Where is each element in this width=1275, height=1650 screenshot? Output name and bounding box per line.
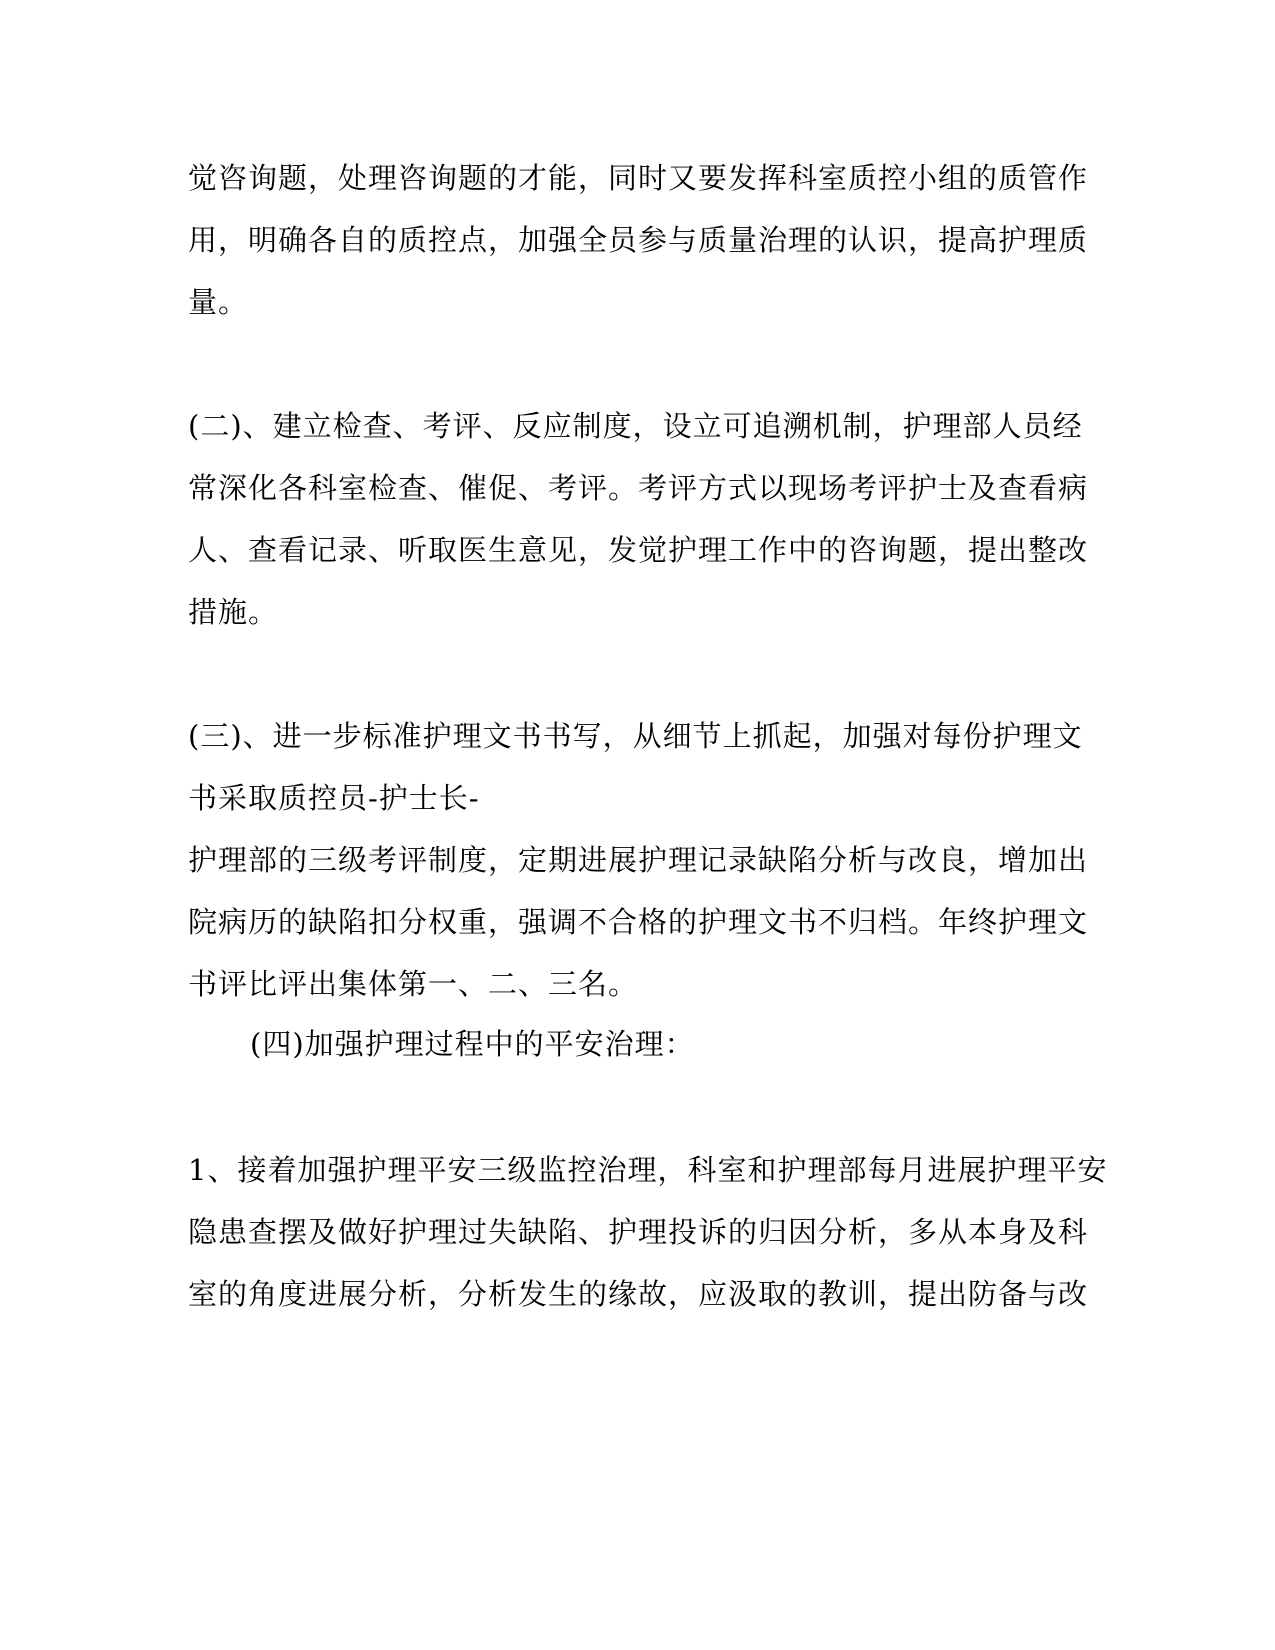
section-heading-4: (四)加强护理过程中的平安治理： [250,1027,695,1061]
paragraph-3-line-1: (三)、进一步标准护理文书书写，从细节上抓起，加强对每份护理文 [188,719,1083,753]
paragraph-2-line-3: 人、查看记录、听取医生意见，发觉护理工作中的咨询题，提出整改 [188,533,1089,567]
paragraph-5-line-2: 隐患查摆及做好护理过失缺陷、护理投诉的归因分析，多从本身及科 [188,1215,1089,1249]
paragraph-1-line-1: 觉咨询题，处理咨询题的才能，同时又要发挥科室质控小组的质管作 [188,161,1089,195]
paragraph-2-line-4: 措施。 [188,595,279,629]
paragraph-3-line-2: 书采取质控员-护士长- [188,781,480,815]
paragraph-2-line-2: 常深化各科室检查、催促、考评。考评方式以现场考评护士及查看病 [188,471,1089,505]
paragraph-3-line-5: 书评比评出集体第一、二、三名。 [188,967,639,1001]
paragraph-5-line-1: 1、接着加强护理平安三级监控治理，科室和护理部每月进展护理平安 [188,1153,1108,1187]
paragraph-1-line-2: 用，明确各自的质控点，加强全员参与质量治理的认识，提高护理质 [188,223,1089,257]
paragraph-1-line-3: 量。 [188,285,249,319]
paragraph-2-line-1: (二)、建立检查、考评、反应制度，设立可追溯机制，护理部人员经 [188,409,1083,443]
paragraph-5-line-3: 室的角度进展分析，分析发生的缘故，应汲取的教训，提出防备与改 [188,1277,1089,1311]
paragraph-3-line-4: 院病历的缺陷扣分权重，强调不合格的护理文书不归档。年终护理文 [188,905,1089,939]
paragraph-3-line-3: 护理部的三级考评制度，定期进展护理记录缺陷分析与改良，增加出 [188,843,1089,877]
